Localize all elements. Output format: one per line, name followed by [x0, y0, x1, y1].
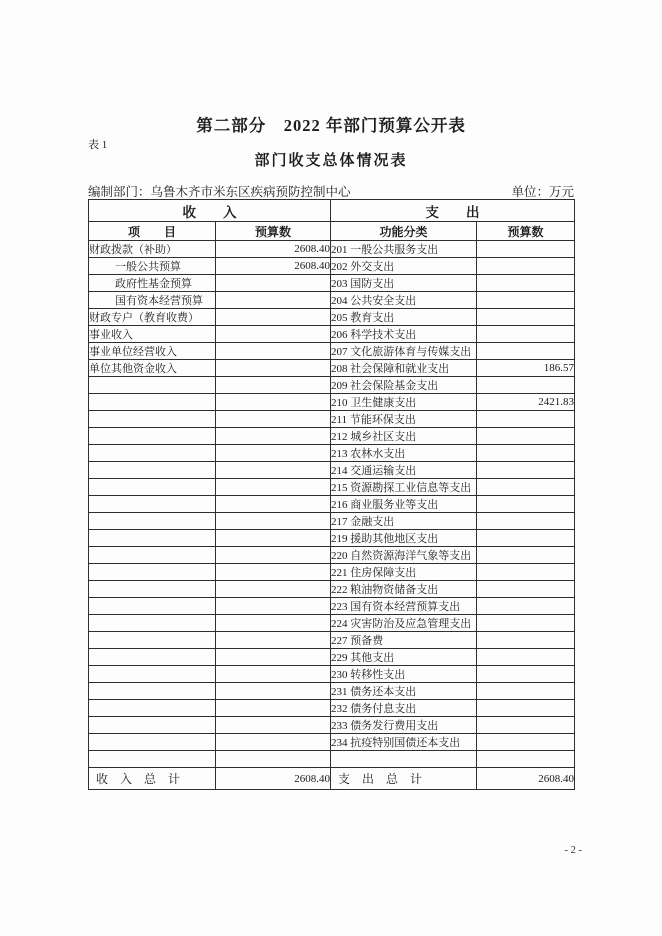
table-row: [89, 581, 575, 598]
income-item-cell: [89, 666, 216, 683]
table-row: [89, 632, 575, 649]
table-section-header-row: [89, 200, 575, 222]
meta-row: [88, 182, 574, 200]
table-row: [89, 428, 575, 445]
income-item-cell: 财政拨款（补助）: [89, 241, 216, 258]
income-item-cell: 财政专户（教育收费）: [89, 309, 216, 326]
income-value-cell: [216, 394, 331, 411]
expense-value-cell: [477, 547, 575, 564]
expense-value-cell: [477, 275, 575, 292]
part-title: 第二部分 2022 年部门预算公开表: [196, 116, 466, 135]
table-row: [89, 377, 575, 394]
expense-value-cell: [477, 309, 575, 326]
table-row: [89, 751, 575, 768]
income-item-cell: [89, 683, 216, 700]
income-total-value: 2608.40: [216, 768, 331, 790]
table-row: [89, 326, 575, 343]
expense-item-cell: 214 交通运输支出: [331, 462, 477, 479]
income-item-cell: [89, 598, 216, 615]
income-value-cell: [216, 343, 331, 360]
expense-item-cell: 217 金融支出: [331, 513, 477, 530]
income-value-cell: [216, 292, 331, 309]
table-row: [89, 479, 575, 496]
expense-item-cell: 219 援助其他地区支出: [331, 530, 477, 547]
prepared-by-text: 编制部门：乌鲁木齐市米东区疾病预防控制中心: [88, 185, 351, 199]
income-item-cell: [89, 649, 216, 666]
income-value-cell: [216, 445, 331, 462]
income-item-cell: [89, 564, 216, 581]
expense-value-cell: [477, 479, 575, 496]
expense-value-cell: [477, 598, 575, 615]
table-row: [89, 275, 575, 292]
income-total-label: 收 入 总 计: [89, 768, 216, 790]
expense-item-cell: 234 抗疫特别国债还本支出: [331, 734, 477, 751]
income-item-cell: 一般公共预算: [89, 258, 216, 275]
income-value-cell: [216, 428, 331, 445]
table-row: [89, 717, 575, 734]
income-item-cell: 国有资本经营预算: [89, 292, 216, 309]
income-section-header: 收 入: [89, 200, 331, 222]
expense-item-cell: 216 商业服务业等支出: [331, 496, 477, 513]
expense-item-cell: 227 预备费: [331, 632, 477, 649]
income-item-cell: [89, 377, 216, 394]
income-value-cell: [216, 632, 331, 649]
income-value-cell: [216, 683, 331, 700]
expense-item-cell: 224 灾害防治及应急管理支出: [331, 615, 477, 632]
expense-value-cell: [477, 445, 575, 462]
expense-value-cell: [477, 496, 575, 513]
expense-item-cell: 210 卫生健康支出: [331, 394, 477, 411]
income-value-cell: [216, 530, 331, 547]
column-header-function-budget: 预算数: [477, 222, 575, 241]
table-row: [89, 547, 575, 564]
expense-section-header: 支 出: [331, 200, 575, 222]
table-row: [89, 530, 575, 547]
expense-value-cell: [477, 377, 575, 394]
income-item-cell: [89, 496, 216, 513]
expense-item-cell: 206 科学技术支出: [331, 326, 477, 343]
expense-value-cell: [477, 292, 575, 309]
income-value-cell: [216, 700, 331, 717]
income-item-cell: [89, 734, 216, 751]
expense-item-cell: 215 资源勘探工业信息等支出: [331, 479, 477, 496]
expense-item-cell: 205 教育支出: [331, 309, 477, 326]
table-row: [89, 292, 575, 309]
expense-value-cell: [477, 581, 575, 598]
expense-total-value: 2608.40: [477, 768, 575, 790]
expense-total-label: 支 出 总 计: [331, 768, 477, 790]
income-value-cell: [216, 360, 331, 377]
table-body: [89, 241, 575, 768]
income-item-cell: 事业单位经营收入: [89, 343, 216, 360]
income-item-cell: [89, 394, 216, 411]
expense-value-cell: [477, 343, 575, 360]
expense-item-cell: 201 一般公共服务支出: [331, 241, 477, 258]
income-value-cell: [216, 496, 331, 513]
table-row: [89, 411, 575, 428]
column-header-function: 功能分类: [331, 222, 477, 241]
income-item-cell: [89, 445, 216, 462]
expense-value-cell: [477, 326, 575, 343]
table-row: [89, 343, 575, 360]
expense-item-cell: 212 城乡社区支出: [331, 428, 477, 445]
income-value-cell: [216, 513, 331, 530]
income-value-cell: [216, 326, 331, 343]
expense-item-cell: 221 住房保障支出: [331, 564, 477, 581]
table-row: [89, 598, 575, 615]
income-value-cell: [216, 309, 331, 326]
table-row: [89, 666, 575, 683]
income-value-cell: [216, 275, 331, 292]
expense-value-cell: [477, 530, 575, 547]
table-row: [89, 734, 575, 751]
income-value-cell: [216, 547, 331, 564]
income-item-cell: [89, 479, 216, 496]
income-value-cell: [216, 462, 331, 479]
table-row: [89, 241, 575, 258]
table-total-row: [89, 768, 575, 790]
expense-item-cell: 232 债务付息支出: [331, 700, 477, 717]
expense-value-cell: [477, 751, 575, 768]
table-row: [89, 649, 575, 666]
income-value-cell: [216, 479, 331, 496]
expense-value-cell: [477, 564, 575, 581]
budget-table: [88, 199, 575, 790]
income-item-cell: [89, 632, 216, 649]
expense-item-cell: 211 节能环保支出: [331, 411, 477, 428]
table-row: [89, 496, 575, 513]
table-row: [89, 462, 575, 479]
income-value-cell: 2608.40: [216, 258, 331, 275]
table-row: [89, 394, 575, 411]
expense-item-cell: 209 社会保险基金支出: [331, 377, 477, 394]
income-value-cell: [216, 581, 331, 598]
income-item-cell: [89, 513, 216, 530]
table-column-header-row: [89, 222, 575, 241]
table-row: [89, 445, 575, 462]
income-value-cell: [216, 751, 331, 768]
expense-value-cell: [477, 734, 575, 751]
income-item-cell: [89, 615, 216, 632]
income-item-cell: [89, 751, 216, 768]
expense-item-cell: 208 社会保障和就业支出: [331, 360, 477, 377]
column-header-item: 项 目: [89, 222, 216, 241]
income-value-cell: [216, 734, 331, 751]
income-item-cell: [89, 547, 216, 564]
expense-item-cell: 223 国有资本经营预算支出: [331, 598, 477, 615]
expense-value-cell: [477, 513, 575, 530]
expense-item-cell: 203 国防支出: [331, 275, 477, 292]
income-value-cell: [216, 598, 331, 615]
income-item-cell: 事业收入: [89, 326, 216, 343]
expense-value-cell: [477, 462, 575, 479]
table-row: [89, 360, 575, 377]
table-number-label: 表 1: [88, 139, 108, 151]
income-value-cell: [216, 564, 331, 581]
income-item-cell: [89, 700, 216, 717]
expense-item-cell: 222 粮油物资储备支出: [331, 581, 477, 598]
expense-value-cell: 2421.83: [477, 394, 575, 411]
table-row: [89, 700, 575, 717]
expense-item-cell: 230 转移性支出: [331, 666, 477, 683]
income-item-cell: 政府性基金预算: [89, 275, 216, 292]
expense-item-cell: 233 债务发行费用支出: [331, 717, 477, 734]
expense-item-cell: 204 公共安全支出: [331, 292, 477, 309]
income-value-cell: 2608.40: [216, 241, 331, 258]
table-row: [89, 513, 575, 530]
income-value-cell: [216, 377, 331, 394]
income-value-cell: [216, 666, 331, 683]
table-row: [89, 258, 575, 275]
expense-item-cell: 213 农林水支出: [331, 445, 477, 462]
table-row: [89, 615, 575, 632]
expense-value-cell: [477, 717, 575, 734]
expense-item-cell: 202 外交支出: [331, 258, 477, 275]
expense-value-cell: [477, 683, 575, 700]
expense-value-cell: [477, 241, 575, 258]
income-item-cell: [89, 462, 216, 479]
expense-item-cell: [331, 751, 477, 768]
expense-item-cell: 207 文化旅游体育与传媒支出: [331, 343, 477, 360]
expense-item-cell: 220 自然资源海洋气象等支出: [331, 547, 477, 564]
column-header-item-budget: 预算数: [216, 222, 331, 241]
expense-value-cell: [477, 632, 575, 649]
income-item-cell: [89, 717, 216, 734]
table-row: [89, 683, 575, 700]
table-row: [89, 564, 575, 581]
income-item-cell: [89, 428, 216, 445]
expense-item-cell: 229 其他支出: [331, 649, 477, 666]
income-item-cell: [89, 581, 216, 598]
expense-value-cell: [477, 411, 575, 428]
income-value-cell: [216, 615, 331, 632]
income-value-cell: [216, 649, 331, 666]
income-item-cell: [89, 411, 216, 428]
income-item-cell: 单位其他资金收入: [89, 360, 216, 377]
expense-value-cell: [477, 666, 575, 683]
expense-value-cell: [477, 649, 575, 666]
table-row: [89, 309, 575, 326]
income-item-cell: [89, 530, 216, 547]
expense-value-cell: [477, 428, 575, 445]
expense-value-cell: [477, 700, 575, 717]
expense-value-cell: [477, 615, 575, 632]
expense-item-cell: 231 债务还本支出: [331, 683, 477, 700]
table-title: 部门收支总体情况表: [254, 153, 408, 169]
income-value-cell: [216, 717, 331, 734]
expense-value-cell: [477, 258, 575, 275]
page-number: - 2 -: [564, 845, 582, 856]
expense-value-cell: 186.57: [477, 360, 575, 377]
income-value-cell: [216, 411, 331, 428]
unit-text: 单位：万元: [511, 185, 574, 199]
